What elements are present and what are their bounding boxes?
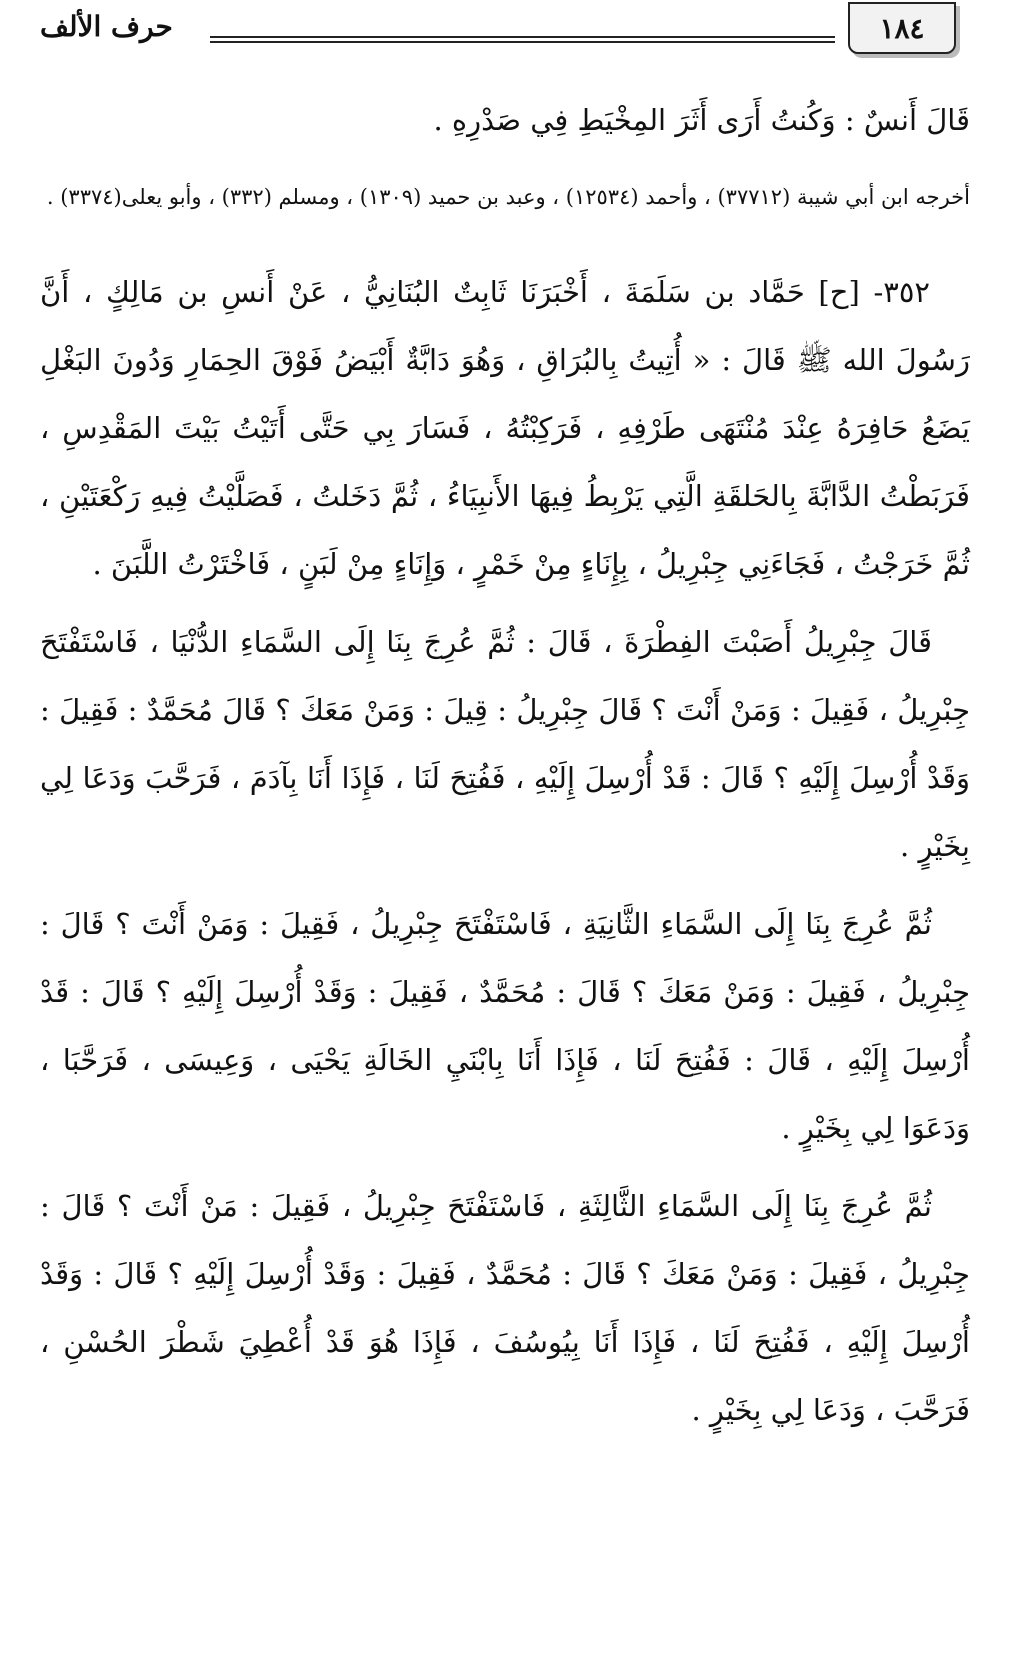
- quote-line: قَالَ أَنسٌ : وَكُنتُ أَرَى أَثَرَ المِخْيَطِ فِي صَدْرِهِ .: [433, 103, 970, 137]
- page-body: [40, 96, 970, 1454]
- hadith-paragraph: ثُمَّ عُرِجَ بِنَا إِلَى السَّمَاءِ الثَّانِيَةِ ، فَاسْتَفْتَحَ جِبْرِيلُ ، فَقِيلَ : وَمَنْ أَنْتَ ؟ قَالَ : جِبْرِيلُ ، فَقِيلَ : وَمَنْ مَعَكَ ؟ قَالَ : مُحَمَّدٌ ، فَقِيلَ : وَقَدْ أُرْسِلَ إِلَيْهِ ؟ قَالَ : قَدْ أُرْسِلَ إِلَيْهِ ، قَالَ : فَفُتِحَ لَنَا ، فَإِذَا أَنَا بِابْنَيِ الخَالَةِ يَحْيَى ، وَعِيسَى ، فَرَحَّبَا ، وَدَعَوَا لِي بِخَيْرٍ .: [40, 907, 970, 1145]
- takhrij-footnote: أخرجه ابن أبي شيبة (٣٧٧١٢) ، وأحمد (١٢٥٣٤) ، وعبد بن حميد (١٣٠٩) ، ومسلم (٣٣٢) ، وأبو يعلى(٣٣٧٤) .: [46, 185, 970, 209]
- hadith-paragraph: قَالَ جِبْرِيلُ أَصَبْتَ الفِطْرَةَ ، قَالَ : ثُمَّ عُرِجَ بِنَا إِلَى السَّمَاءِ الدُّنْيَا ، فَاسْتَفْتَحَ جِبْرِيلُ ، فَقِيلَ : وَمَنْ أَنْتَ ؟ قَالَ جِبْرِيلُ : قِيلَ : وَمَنْ مَعَكَ ؟ قَالَ مُحَمَّدٌ : فَقِيلَ : وَقَدْ أُرْسِلَ إِلَيْهِ ؟ قَالَ : قَدْ أُرْسِلَ إِلَيْهِ ، فَفُتِحَ لَنَا ، فَإِذَا أَنَا بِآدَمَ ، فَرَحَّبَ وَدَعَا لِي بِخَيْرٍ .: [40, 625, 970, 863]
- page-header: [0, 0, 1010, 60]
- hadith-paragraph: ٣٥٢- [ح] حَمَّاد بن سَلَمَةَ ، أَخْبَرَنَا ثَابِتٌ البُنَانِيُّ ، عَنْ أَنسِ بن مَالِكٍ ، أَنَّ رَسُولَ الله ﷺ قَالَ : « أُتِيتُ بِالبُرَاقِ ، وَهُوَ دَابَّةٌ أَبْيَضُ فَوْقَ الحِمَارِ وَدُونَ البَغْلِ يَضَعُ حَافِرَهُ عِنْدَ مُنْتَهَى طَرْفِهِ ، فَرَكِبْتُهُ ، فَسَارَ بِي حَتَّى أَتَيْتُ بَيْتَ المَقْدِسِ ، فَرَبَطْتُ الدَّابَّةَ بِالحَلقَةِ الَّتِي يَرْبِطُ فِيهَا الأَنبِيَاءُ ، ثُمَّ دَخَلتُ ، فَصَلَّيْتُ فِيهِ رَكْعَتَيْنِ ، ثُمَّ خَرَجْتُ ، فَجَاءَنِي جِبْرِيلُ ، بِإِنَاءٍ مِنْ خَمْرٍ ، وَإِنَاءٍ مِنْ لَبَنٍ ، فَاخْتَرْتُ اللَّبَنَ .: [40, 275, 970, 581]
- page-number: ١٨٤: [848, 2, 956, 54]
- chapter-title: حرف الألف: [40, 10, 173, 43]
- header-rule: [210, 36, 835, 43]
- hadith-paragraph: ثُمَّ عُرِجَ بِنَا إِلَى السَّمَاءِ الثَّالِثَةِ ، فَاسْتَفْتَحَ جِبْرِيلُ ، فَقِيلَ : مَنْ أَنْتَ ؟ قَالَ : جِبْرِيلُ ، فَقِيلَ : وَمَنْ مَعَكَ ؟ قَالَ : مُحَمَّدٌ ، فَقِيلَ : وَقَدْ أُرْسِلَ إِلَيْهِ ؟ قَالَ : وَقَدْ أُرْسِلَ إِلَيْهِ ، فَفُتِحَ لَنَا ، فَإِذَا أَنَا بِيُوسُفَ ، فَإِذَا هُوَ قَدْ أُعْطِيَ شَطْرَ الحُسْنِ ، فَرَحَّبَ ، وَدَعَا لِي بِخَيْرٍ .: [40, 1189, 970, 1427]
